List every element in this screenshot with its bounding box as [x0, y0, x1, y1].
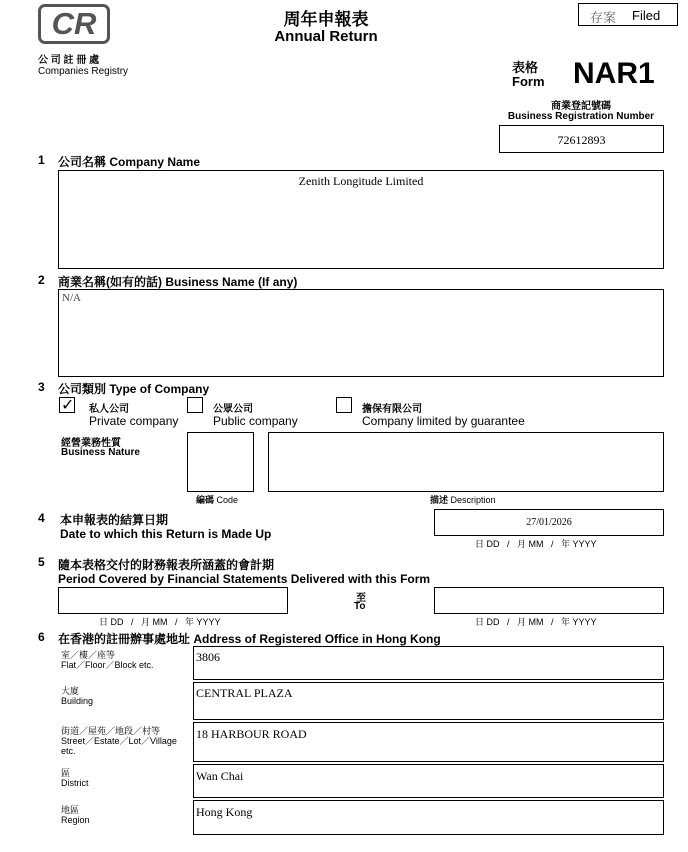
address-flat-value: 3806: [196, 650, 220, 664]
section-3-title: 公司類別 Type of Company: [58, 382, 210, 396]
business-name-value: N/A: [62, 292, 81, 304]
guarantee-company-label-zh: 擔保有限公司: [362, 404, 422, 415]
address-building-label: [61, 686, 186, 706]
form-label-en: Form: [512, 74, 545, 89]
registry-name-zh: 公 司 註 冊 處: [38, 55, 100, 66]
address-region-label: [61, 805, 186, 825]
public-company-label-zh: 公眾公司: [213, 404, 253, 415]
business-nature-code-field[interactable]: [187, 432, 254, 492]
guarantee-company-checkbox[interactable]: [336, 397, 352, 413]
public-company-label-en: Public company: [213, 414, 298, 428]
address-flat-label-en: Flat／Floor／Block etc.: [61, 660, 154, 670]
period-to-label-en: To: [354, 601, 366, 612]
address-district-label-en: District: [61, 778, 89, 788]
company-name-value: Zenith Longitude Limited: [298, 174, 424, 188]
address-street-value: 18 HARBOUR ROAD: [196, 727, 307, 741]
address-region-value: Hong Kong: [196, 805, 253, 819]
registry-name-en: Companies Registry: [38, 66, 129, 77]
public-company-checkbox[interactable]: [187, 397, 203, 413]
brn-label-en: Business Registration Number: [507, 111, 655, 122]
title-zh: 周年申報表: [283, 10, 369, 29]
description-label-en: Description: [450, 495, 496, 505]
cr-logo-text: CR: [51, 6, 97, 41]
filed-stamp: [578, 3, 678, 26]
section-4-title-zh: 本申報表的結算日期: [60, 513, 169, 527]
period-to-field[interactable]: [434, 587, 664, 614]
form-label-zh: 表格: [512, 60, 539, 75]
address-building-value: CENTRAL PLAZA: [196, 686, 293, 700]
section-5-title-zh: 隨本表格交付的財務報表所涵蓋的會計期: [58, 558, 275, 572]
brn-value: 72612893: [557, 133, 606, 147]
address-street-label: [61, 726, 189, 756]
address-flat-field[interactable]: [193, 646, 664, 680]
period-from-field[interactable]: [58, 587, 288, 614]
business-name-field[interactable]: [58, 289, 664, 377]
private-company-label-zh: 私人公司: [89, 404, 129, 415]
section-1-number: 1: [38, 153, 45, 167]
address-district-field[interactable]: [193, 764, 664, 798]
section-1-title: 公司名稱 Company Name: [58, 155, 201, 169]
return-date-field[interactable]: [434, 509, 664, 536]
checkmark-icon: ✓: [61, 397, 75, 414]
address-district-label: [61, 768, 186, 788]
address-building-field[interactable]: [193, 682, 664, 720]
section-4-title-en: Date to which this Return is Made Up: [60, 527, 272, 541]
private-company-checkbox[interactable]: [59, 397, 75, 413]
section-2-number: 2: [38, 273, 45, 287]
address-district-label-zh: 區: [61, 768, 71, 778]
address-building-label-en: Building: [61, 696, 94, 706]
cr-logo: [38, 4, 110, 44]
address-region-label-zh: 地區: [61, 805, 80, 815]
period-from-format: 日 DD / 月 MM / 年 YYYY: [99, 617, 221, 627]
brn-label-zh: 商業登記號碼: [551, 101, 611, 112]
section-6-title: 在香港的註冊辦事處地址 Address of Registered Office in Hong Kong: [58, 632, 441, 646]
form-code: NAR1: [573, 57, 655, 90]
business-nature-label-en: Business Nature: [61, 447, 140, 458]
business-nature-description-field[interactable]: [268, 432, 664, 492]
address-building-label-zh: 大廈: [61, 686, 80, 696]
return-date-format: 日 DD / 月 MM / 年 YYYY: [475, 539, 597, 549]
company-name-field[interactable]: [58, 170, 664, 269]
section-6-number: 6: [38, 630, 45, 644]
address-region-label-en: Region: [61, 815, 90, 825]
address-flat-label-zh: 室／樓／座等: [61, 650, 116, 660]
section-2-title: 商業名稱(如有的話) Business Name (If any): [58, 275, 298, 289]
return-date-value: 27/01/2026: [526, 517, 572, 528]
business-nature-label-zh: 經營業務性質: [61, 438, 121, 449]
period-to-format: 日 DD / 月 MM / 年 YYYY: [475, 617, 597, 627]
address-street-label-zh: 街道／屋苑／地段／村等: [61, 726, 161, 736]
address-region-field[interactable]: [193, 800, 664, 835]
code-label-en: Code: [216, 495, 239, 505]
address-district-value: Wan Chai: [196, 769, 244, 783]
code-label: [196, 493, 238, 506]
address-flat-label: [61, 650, 186, 670]
section-3-number: 3: [38, 380, 45, 394]
section-4-number: 4: [38, 511, 45, 525]
filed-stamp-en: Filed: [632, 8, 661, 23]
filed-stamp-zh: 存案: [590, 10, 617, 25]
description-label: [430, 493, 496, 506]
private-company-label-en: Private company: [89, 414, 179, 428]
section-5-title-en: Period Covered by Financial Statements Delivered with this Form: [58, 572, 431, 586]
title-en: Annual Return: [274, 28, 378, 45]
address-street-field[interactable]: [193, 722, 664, 762]
address-street-label-en: Street／Estate／Lot／Village etc.: [61, 736, 177, 756]
code-label-zh: 編碼: [196, 495, 215, 505]
section-5-number: 5: [38, 555, 45, 569]
description-label-zh: 描述: [430, 495, 449, 505]
brn-field[interactable]: [499, 125, 664, 153]
period-to-label-zh: 至: [356, 593, 366, 604]
guarantee-company-label-en: Company limited by guarantee: [362, 414, 525, 428]
